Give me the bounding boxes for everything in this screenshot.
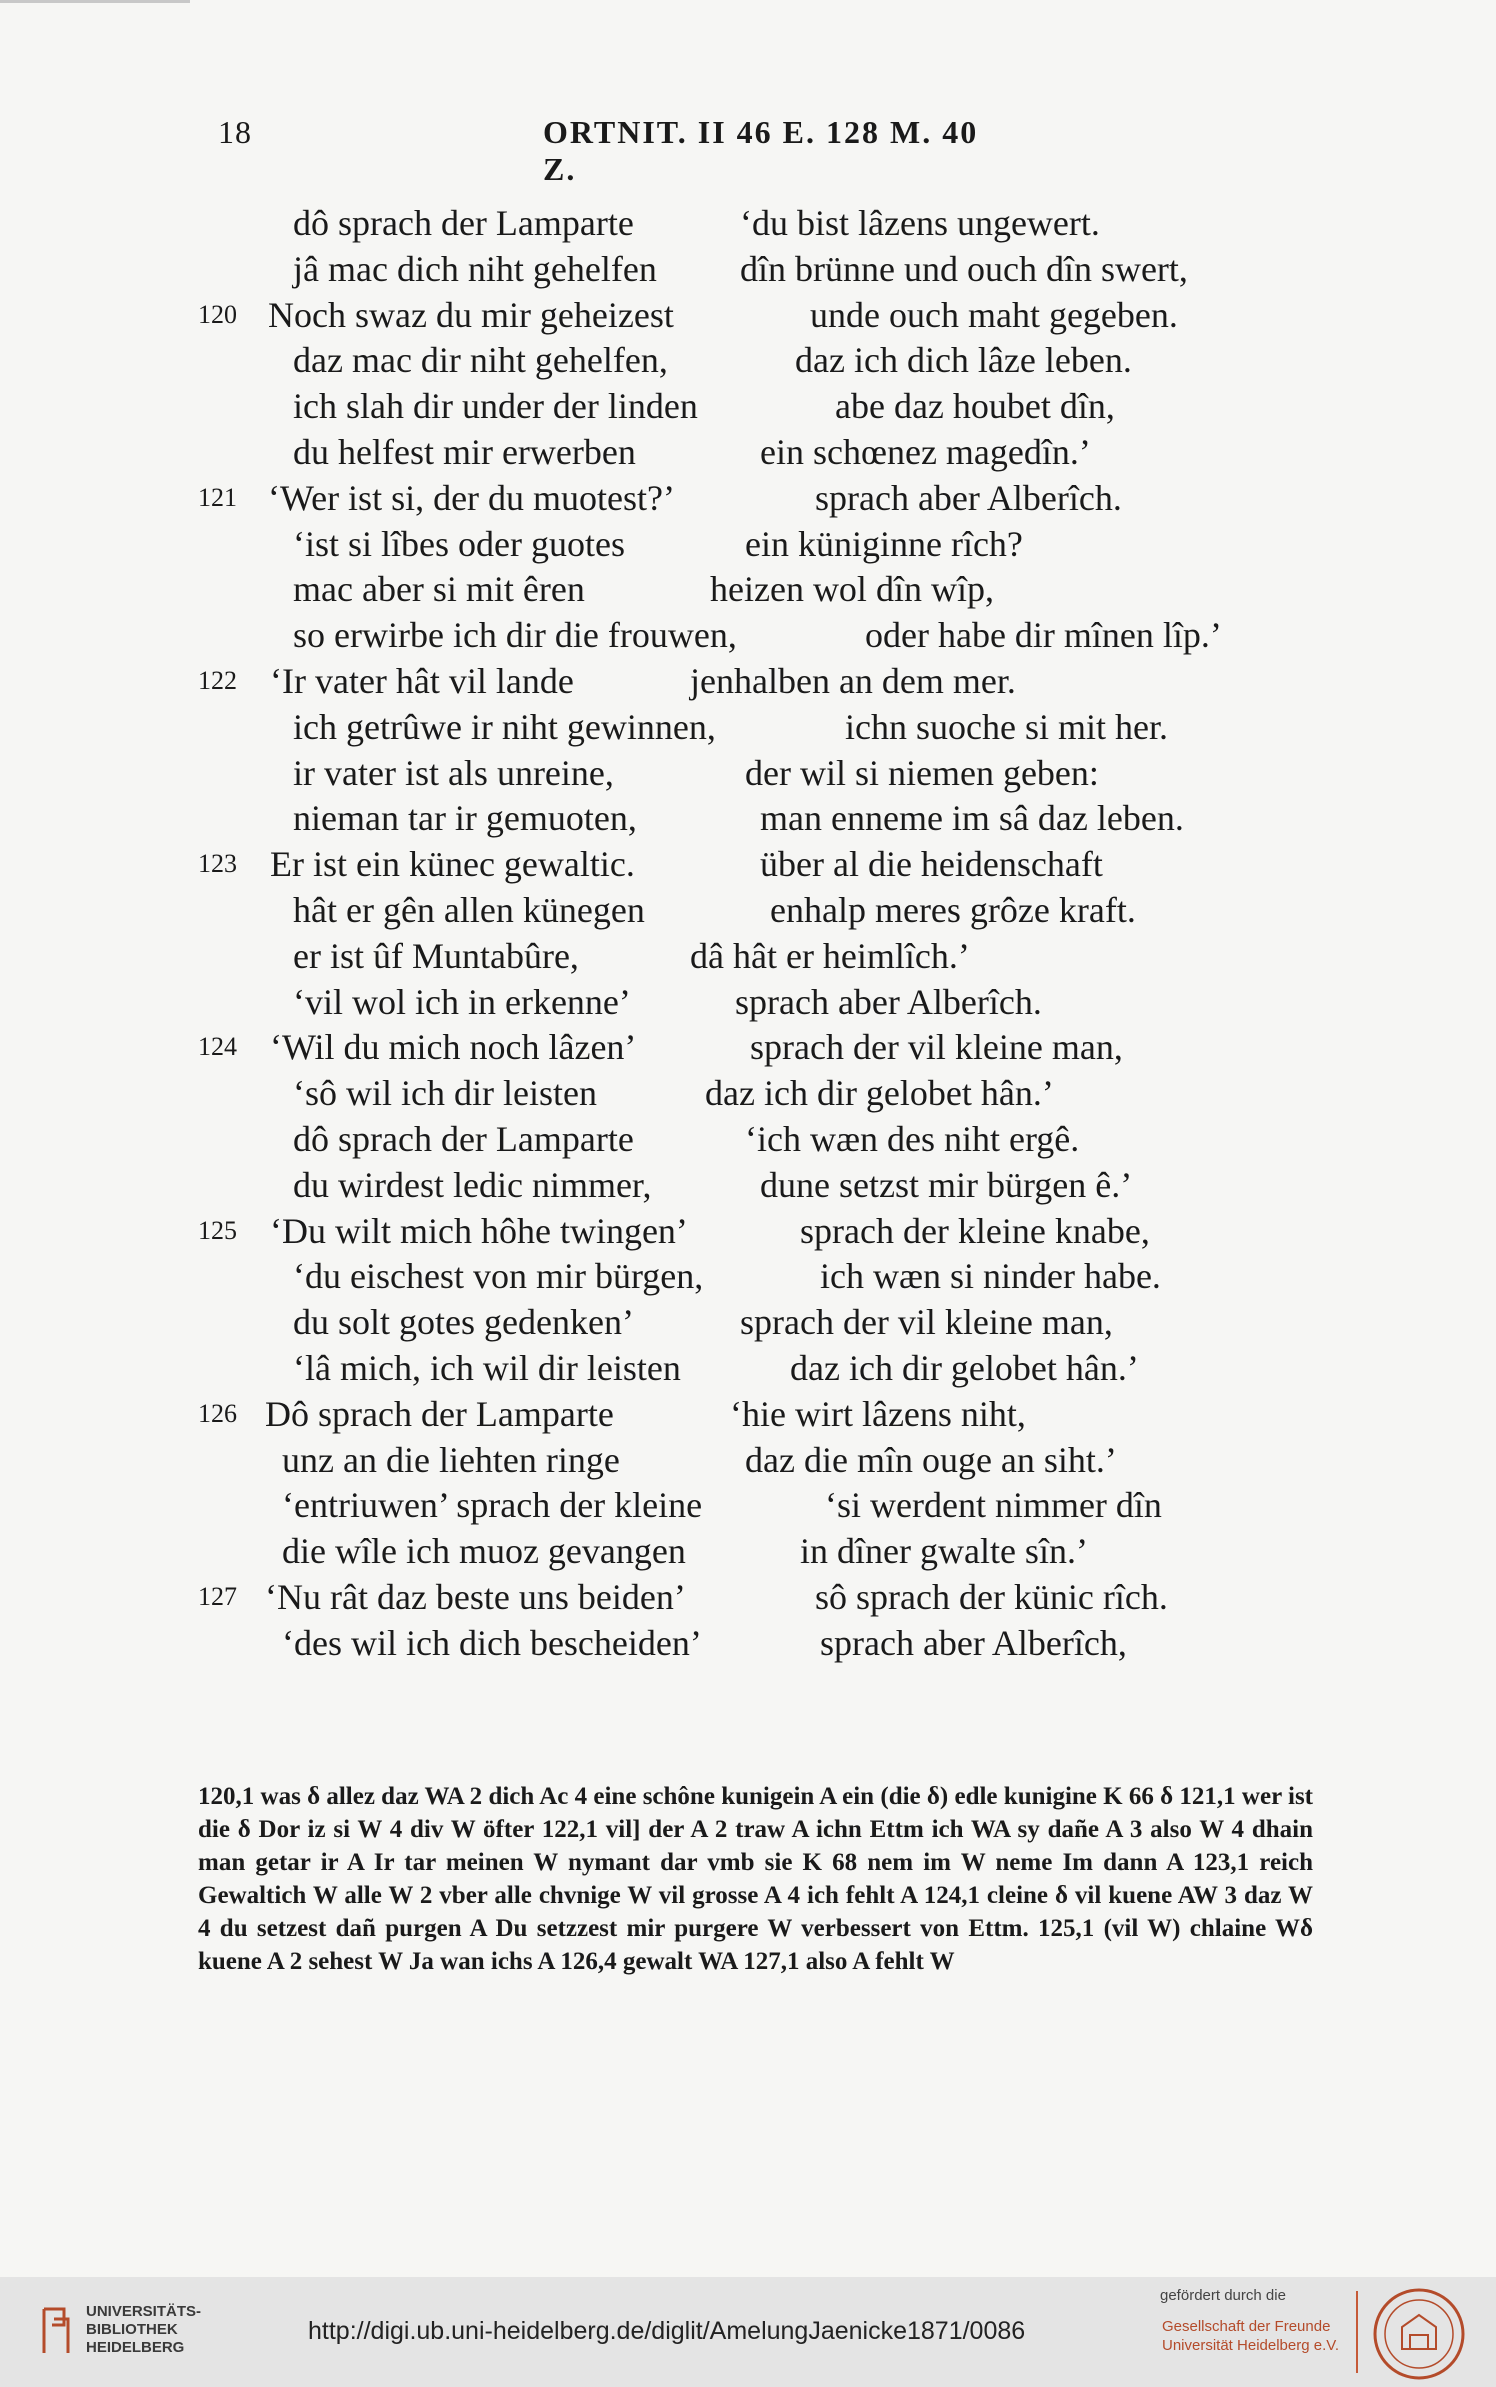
verse-first-half: ‘des wil ich dich bescheiden’ [282,1622,702,1663]
verse-second-half: sprach der vil kleine man, [740,1302,1113,1343]
verse-line [0,887,1496,933]
verse-second-half: sprach aber Alberîch. [735,981,1042,1022]
verse-first-half: ‘lâ mich, ich wil dir leisten [293,1348,681,1388]
footer-divider [1356,2291,1358,2373]
page-number: 18 [218,114,252,150]
verse-second-half: daz ich dich lâze leben. [795,340,1132,381]
verse-line [0,200,1496,246]
verse-first-half: ‘Wil du mich noch lâzen’ [270,1027,637,1068]
strophe-number: 125 [198,1215,237,1245]
university-seal-icon [1372,2287,1466,2381]
verse-line [0,521,1496,567]
verse-first-half: dô sprach der Lamparte [293,1119,634,1159]
library-name [86,2303,201,2357]
verse-first-half: du helfest mir erwerben [293,432,636,472]
library-logo-icon [40,2305,72,2357]
verse-first-half: nieman tar ir gemuoten, [293,798,637,839]
verse-second-half: oder habe dir mînen lîp.’ [865,615,1222,656]
verse-line [0,933,1496,979]
verse-first-half: ‘Du wilt mich hôhe twingen’ [270,1210,688,1251]
verse-first-half: Dô sprach der Lamparte [265,1393,614,1434]
verse-second-half: unde ouch maht gegeben. [810,294,1178,335]
funded-by-label: gefördert durch die [1160,2287,1286,2304]
verse-first-half: daz mac dir niht gehelfen, [293,340,668,381]
library-name-line: BIBLIOTHEK [86,2321,178,2338]
verse-line [0,1070,1496,1116]
verse-second-half: ein küniginne rîch? [745,523,1023,564]
verse-line [0,383,1496,429]
verse-second-half: sprach aber Alberîch, [820,1622,1127,1663]
verse-second-half: daz die mîn ouge an siht.’ [745,1439,1117,1480]
verse-line [0,1620,1496,1666]
verse-line [0,429,1496,475]
strophe-number: 121 [198,482,237,512]
verse-first-half: ‘entriuwen’ sprach der kleine [282,1485,703,1526]
verse-first-half: er ist ûf Muntabûre, [293,935,579,976]
verse-first-half: ‘Ir vater hât vil lande [270,661,574,701]
verse-second-half: dîn brünne und ouch dîn swert, [740,248,1188,289]
society-name [1162,2317,1339,2355]
verse-line [0,1208,1496,1254]
verse-line [0,704,1496,750]
verse-second-half: sprach der kleine knabe, [800,1210,1150,1251]
verse-line [0,1253,1496,1299]
verse-line [0,1345,1496,1391]
permalink-url[interactable]: http://digi.ub.uni-heidelberg.de/diglit/AmelungJaenicke1871/0086 [308,2317,1026,2345]
strophe-number: 124 [198,1032,237,1062]
verse-second-half: daz ich dir gelobet hân.’ [790,1348,1139,1388]
verse-line [0,292,1496,338]
verse-line [0,1299,1496,1345]
verse-line [0,1024,1496,1070]
verse-line [0,246,1496,292]
verse-line [0,1437,1496,1483]
verse-first-half: ‘du eischest von mir bürgen, [293,1256,704,1297]
verse-first-half: du solt gotes gedenken’ [293,1302,634,1343]
verse-first-half: ‘Nu rât daz beste uns beiden’ [265,1577,686,1617]
strophe-number: 122 [198,666,237,695]
verse-second-half: ein schœnez magedîn.’ [760,432,1091,472]
strophe-number: 123 [198,849,237,879]
verse-second-half: ‘ich wæn des niht ergê. [745,1119,1080,1159]
verse-second-half: sprach der vil kleine man, [750,1027,1123,1068]
verse-first-half: so erwirbe ich dir die frouwen, [293,615,737,656]
verse-second-half: über al die heidenschaft [760,844,1103,885]
verse-first-half: ‘Wer ist si, der du muotest?’ [268,477,676,518]
library-name-line: UNIVERSITÄTS- [86,2303,202,2320]
strophe-number: 120 [198,299,237,329]
verse-second-half: ichn suoche si mit her. [845,706,1168,747]
verse-second-half: abe daz houbet dîn, [835,386,1115,427]
verse-second-half: enhalp meres grôze kraft. [770,890,1136,930]
verse-second-half: dune setzst mir bürgen ê.’ [760,1164,1133,1205]
verse-second-half: in dîner gwalte sîn.’ [800,1531,1088,1572]
library-name-line: HEIDELBERG [86,2339,185,2356]
verse-first-half: die wîle ich muoz gevangen [282,1531,686,1572]
verse-second-half: heizen wol dîn wîp, [710,569,994,610]
verse-first-half: ‘ist si lîbes oder guotes [293,523,625,564]
verse-second-half: daz ich dir gelobet hân.’ [705,1073,1054,1114]
footnote-text: 120,1 was δ allez daz WA 2 dich Ac 4 eine schône kunigein A ein (die δ) edle kunigine K 66 δ 121,1 wer ist die δ Dor iz si W 4 div W öfter 122,1 vil] der A 2 traw A ichn Ettm ich WA sy dañe A 3 also W 4 dhain man getar ir A Ir tar meinen W nymant dar vmb sie K 68 nem im W neme Im dann A 123,1 reich Gewaltich W alle W 2 vber alle chvnige W vil grosse A 4 ich fehlt A 124,1 cleine δ vil kuene AW 3 daz W 4 du setzest dañ purgen A Du setzzest mir purgere W verbessert von Ettm. 125,1 (vil W) chlaine Wδ kuene A 2 sehest W Ja wan ichs A 126,4 gewalt WA 127,1 also A fehlt W [198,1783,1313,1975]
verse-first-half: ‘vil wol ich in erkenne’ [293,981,631,1022]
verse-first-half: dô sprach der Lamparte [293,203,634,243]
verse-first-half: ir vater ist als unreine, [293,752,614,793]
verse-first-half: mac aber si mit êren [293,569,585,610]
verse-first-half: Noch swaz du mir geheizest [268,294,674,335]
verse-first-half: Er ist ein künec gewaltic. [270,844,635,885]
strophe-number: 126 [198,1398,237,1428]
verse-second-half: ich wæn si ninder habe. [820,1256,1161,1297]
verse-first-half: jâ mac dich niht gehelfen [293,248,657,289]
digitization-footer [0,2277,1496,2387]
running-title: ORTNIT. II 46 E. 128 M. 40 Z. [543,114,979,187]
verse-line [0,1482,1496,1528]
verse-first-half: hât er gên allen künegen [293,890,645,930]
verse-line [0,1116,1496,1162]
verse-line [0,1528,1496,1574]
verse-first-half: du wirdest ledic nimmer, [293,1164,652,1205]
verse-second-half: sprach aber Alberîch. [815,477,1122,518]
verse-second-half: ‘hie wirt lâzens niht, [730,1393,1026,1434]
society-name-line: Gesellschaft der Freunde [1162,2318,1331,2335]
verse-line [0,566,1496,612]
verse-line [0,795,1496,841]
verse-second-half: dâ hât er heimlîch.’ [690,935,970,976]
verse-first-half: ich slah dir under der linden [293,386,698,427]
footnotes [198,1780,1313,1978]
verse-line [0,750,1496,796]
verse-line [0,475,1496,521]
verse-second-half: ‘du bist lâzens ungewert. [740,203,1100,243]
verse-line [0,979,1496,1025]
verse-line [0,612,1496,658]
verse-line [0,1574,1496,1620]
verse-second-half: der wil si niemen geben: [745,752,1099,793]
verse-first-half: ich getrûwe ir niht gewinnen, [293,706,716,747]
verse-second-half: ‘si werdent nimmer dîn [825,1485,1162,1526]
verse-first-half: unz an die liehten ringe [282,1439,620,1480]
strophe-number: 127 [198,1582,237,1611]
verse-line [0,1391,1496,1437]
verse-line [0,658,1496,704]
verse-second-half: jenhalben an dem mer. [690,661,1016,701]
society-name-line: Universität Heidelberg e.V. [1162,2337,1340,2354]
verse-second-half: man enneme im sâ daz leben. [760,798,1184,839]
verse-first-half: ‘sô wil ich dir leisten [293,1073,597,1114]
verse-line [0,841,1496,887]
verse-line [0,337,1496,383]
verse-line [0,1162,1496,1208]
verse-second-half: sô sprach der künic rîch. [815,1577,1168,1617]
